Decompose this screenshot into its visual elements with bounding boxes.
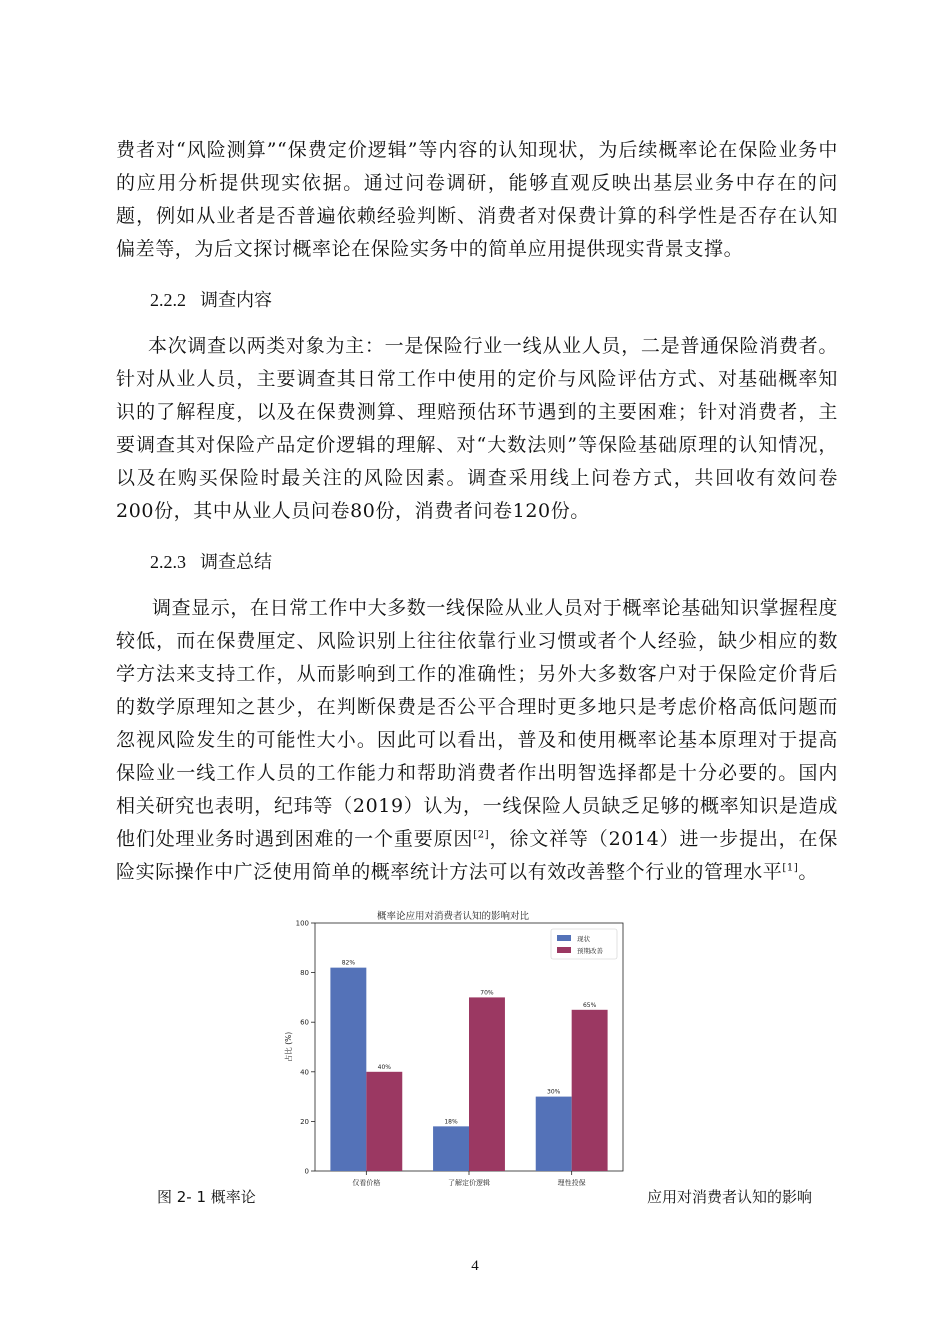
paragraph-survey-summary <box>116 592 838 889</box>
x-tick-label: 了解定价逻辑 <box>448 1179 490 1187</box>
paragraph-intro <box>116 134 838 266</box>
chart-title: 概率论应用对消费者认知的影响对比 <box>376 911 530 922</box>
figure-caption-left <box>157 1186 256 1207</box>
figure-caption-right <box>647 1186 812 1207</box>
y-tick-label: 60 <box>300 1018 309 1027</box>
page-number <box>0 1258 950 1275</box>
legend-label: 预期改善 <box>577 947 603 955</box>
bar-expected <box>469 997 505 1171</box>
heading-number: 2.2.3 <box>150 552 186 572</box>
bar-value-label: 18% <box>444 1118 458 1126</box>
paragraph-summary-text-c: 。 <box>798 861 818 883</box>
y-tick-label: 0 <box>304 1167 309 1176</box>
citation-ref: [1] <box>782 862 799 874</box>
bar-value-label: 82% <box>341 959 356 967</box>
paragraph-summary-text-a: 调查显示，在日常工作中大多数一线保险从业人员对于概率论基础知识掌握程度较低，而在保费厘定、风险识别上往往依靠行业习惯或者个人经验，缺少相应的数学方法来支持工作，从而影响到工作的准确性；另外大多数客户对于保险定价背后的数学原理知之甚少，在判断保费是否公平合理时更多地只是考虑价格高低问题而忽视风险发生的可能性大小。因此可以看出，普及和使用概率论基本原理对于提高保险业一线工作人员的工作能力和帮助消费者作出明智选择都是十分必要的。国内相关研究也表明，纪玮等（2019）认为，一线保险人员缺乏足够的概率知识是造成他们处理业务时遇到困难的一个重要原因 <box>116 597 839 850</box>
legend-swatch <box>557 947 571 953</box>
bar-value-label: 70% <box>480 989 494 997</box>
bar-expected <box>366 1072 402 1171</box>
caption-right-text: 应用对消费者认知的影响 <box>647 1188 813 1206</box>
page-number-text: 4 <box>471 1258 479 1274</box>
y-tick-label: 100 <box>295 919 309 928</box>
paragraph-summary-text-b: ，徐文祥等（2014）进一步提出，在保险实际操作中广泛使用简单的概率统计方法可以有效改善整个行业的管理水平 <box>116 828 838 883</box>
y-axis-label: 占比 (%) <box>284 1031 293 1063</box>
bar-value-label: 40% <box>377 1063 391 1071</box>
heading-text: 调查总结 <box>200 552 272 573</box>
bar-expected <box>572 1010 608 1171</box>
heading-number: 2.2.2 <box>150 290 186 310</box>
bar-value-label: 65% <box>582 1001 597 1009</box>
paragraph-survey-content-text: 本次调查以两类对象为主：一是保险行业一线从业人员，二是普通保险消费者。针对从业人员，主要调查其日常工作中使用的定价与风险评估方式、对基础概率知识的了解程度，以及在保费测算、理赔预估环节遇到的主要困难；针对消费者，主要调查其对保险产品定价逻辑的理解、对“大数法则”等保险基础原理的认知情况，以及在购买保险时最关注的风险因素。调查采用线上问卷方式，共回收有效问卷200份，其中从业人员问卷80份，消费者问卷120份。 <box>116 335 838 522</box>
section-heading-2-2-3 <box>150 548 272 574</box>
bar-current <box>433 1126 469 1171</box>
paragraph-survey-content <box>116 330 838 528</box>
legend-swatch <box>557 935 571 941</box>
section-heading-2-2-2 <box>150 286 272 312</box>
bar-value-label: 30% <box>547 1088 561 1096</box>
y-tick-label: 80 <box>300 969 309 978</box>
citation-ref: [2] <box>473 829 490 841</box>
legend-label: 现状 <box>577 935 590 943</box>
x-tick-label: 理性投保 <box>557 1179 586 1187</box>
y-tick-label: 20 <box>300 1117 309 1126</box>
y-tick-label: 40 <box>300 1068 309 1077</box>
bar-current <box>330 968 366 1171</box>
caption-left-text: 图 2- 1 概率论 <box>157 1188 256 1206</box>
bar-current <box>536 1097 572 1171</box>
heading-text: 调查内容 <box>200 290 272 311</box>
paragraph-intro-text: 费者对“风险测算”“保费定价逻辑”等内容的认知现状，为后续概率论在保险业务中的应用分析提供现实依据。通过问卷调研，能够直观反映出基层业务中存在的问题，例如从业者是否普遍依赖经验判断、消费者对保费计算的科学性是否存在认知偏差等，为后文探讨概率论在保险实务中的简单应用提供现实背景支撑。 <box>116 139 838 260</box>
bar-chart <box>265 905 640 1195</box>
x-tick-label: 仅看价格 <box>352 1179 381 1187</box>
